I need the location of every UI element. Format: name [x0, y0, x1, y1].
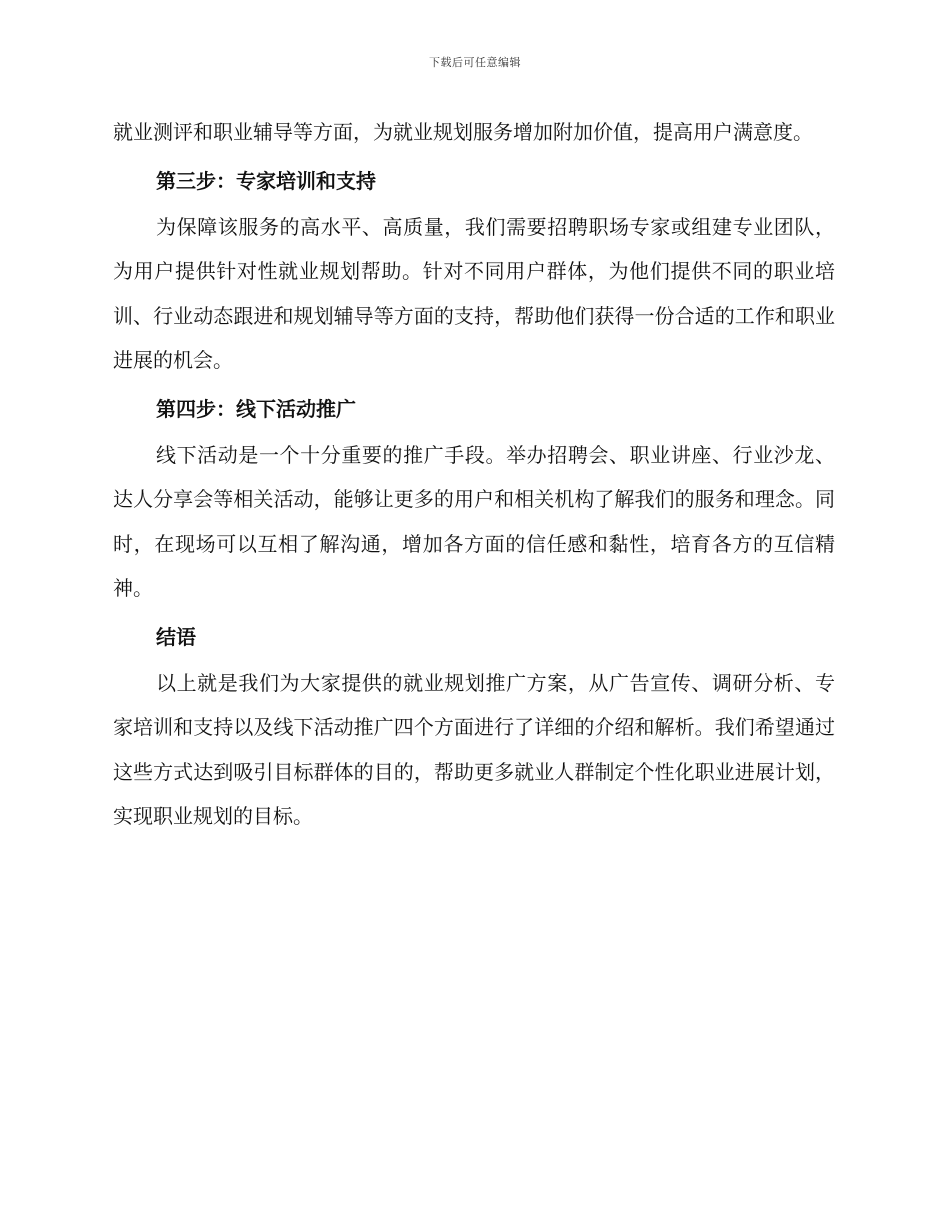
step3-heading: 第三步：专家培训和支持 — [156, 168, 376, 193]
conclusion-paragraph: 以上就是我们为大家提供的就业规划推广方案，从广告宣传、调研分析、专家培训和支持以及线下活动推广四个方面进行了详细的介绍和解析。我们希望通过这些方式达到吸引目标群体的目的，帮助更多就业人群制定个性化职业进展计划，实现职业规划的目标。 — [113, 670, 835, 828]
step3-paragraph: 为保障该服务的高水平、高质量，我们需要招聘职场专家或组建专业团队，为用户提供针对性就业规划帮助。针对不同用户群体，为他们提供不同的职业培训、行业动态跟进和规划辅导等方面的支持，帮助他们获得一份合适的工作和职业进展的机会。 — [113, 214, 835, 372]
step4-paragraph: 线下活动是一个十分重要的推广手段。举办招聘会、职业讲座、行业沙龙、达人分享会等相关活动，能够让更多的用户和相关机构了解我们的服务和理念。同时，在现场可以互相了解沟通，增加各方面的信任感和黏性，培育各方的互信精神。 — [113, 442, 835, 600]
header-note: 下载后可任意编辑 — [429, 56, 521, 69]
conclusion-heading: 结语 — [156, 624, 196, 649]
continuation-paragraph: 就业测评和职业辅导等方面，为就业规划服务增加附加价值，提高用户满意度。 — [113, 120, 813, 144]
document-body — [113, 110, 835, 839]
step4-heading: 第四步：线下活动推广 — [156, 396, 356, 421]
